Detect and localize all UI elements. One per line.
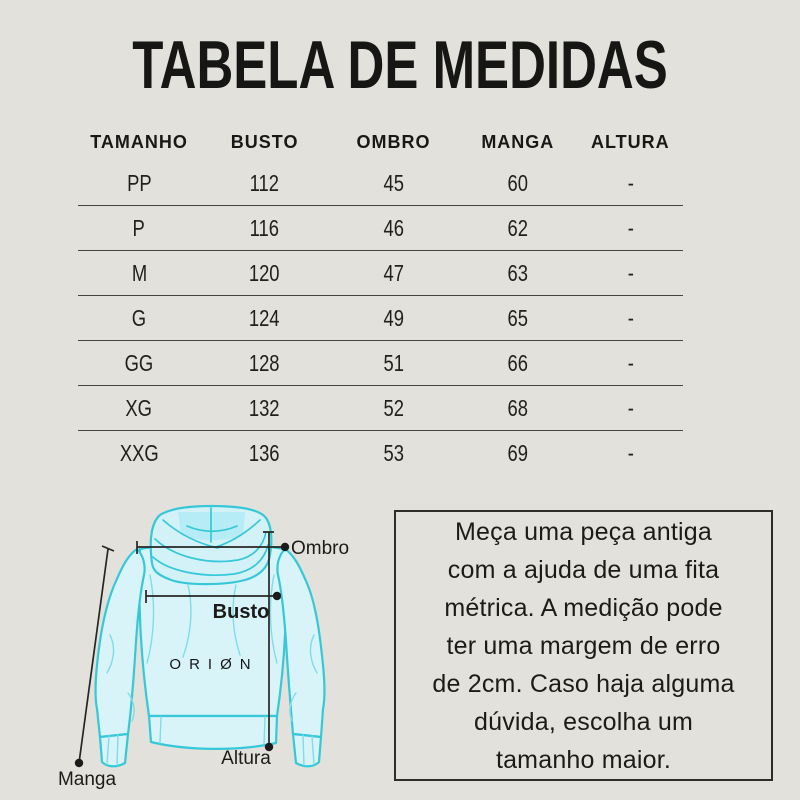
manga-cell: 66 (507, 349, 529, 376)
ombro-cell: 52 (383, 394, 404, 421)
table-row-p (78, 206, 683, 251)
altura-cell: - (627, 394, 634, 421)
left-cuff (100, 734, 128, 766)
manga-cell: 69 (507, 439, 529, 466)
ombro-cell: 53 (383, 439, 404, 466)
altura-cell: - (627, 439, 634, 466)
altura-cell: - (627, 304, 634, 331)
size-cell: P (132, 214, 146, 241)
altura-cell: - (627, 349, 634, 376)
size-table (78, 123, 683, 475)
table-row-m (78, 251, 683, 296)
manga-cell: 60 (507, 169, 529, 196)
note-line: dúvida, escolha um (473, 707, 693, 736)
manga-dot (75, 759, 83, 767)
table-row-pp (78, 161, 683, 206)
table-row-xg (78, 386, 683, 431)
ombro-cell: 45 (383, 169, 404, 196)
busto-label: Busto (212, 601, 270, 623)
busto-cell: 120 (249, 259, 280, 286)
busto-cell: 136 (249, 439, 280, 466)
manga-cell: 65 (507, 304, 529, 331)
table-row-g (78, 296, 683, 341)
size-cell: XXG (119, 439, 159, 466)
busto-cell: 124 (249, 304, 280, 331)
altura-label: Altura (221, 748, 271, 769)
left-sleeve (96, 549, 145, 737)
note-line: tamanho maior. (495, 745, 672, 774)
altura-cell: - (627, 214, 634, 241)
ombro-cell: 47 (383, 259, 404, 286)
busto-dot (273, 592, 281, 600)
brand-orion-logo: ORIØN (169, 656, 259, 673)
busto-cell: 132 (249, 394, 280, 421)
manga-cell: 68 (507, 394, 529, 421)
busto-cell: 116 (249, 214, 280, 241)
note-line: de 2cm. Caso haja alguma (432, 669, 735, 698)
column-header-ombro: OMBRO (356, 131, 431, 152)
note-line: Meça uma peça antiga (455, 517, 712, 546)
table-row-xxg (78, 431, 683, 475)
altura-cell: - (627, 169, 634, 196)
ombro-label: Ombro (291, 538, 350, 559)
note-line: métrica. A medição pode (444, 593, 723, 622)
note-line: ter uma margem de erro (446, 631, 721, 660)
altura-cell: - (627, 259, 634, 286)
column-header-altura: ALTURA (591, 131, 670, 152)
size-cell: G (131, 304, 147, 331)
column-header-tamanho: TAMANHO (90, 131, 188, 152)
ombro-cell: 46 (383, 214, 404, 241)
ombro-cell: 49 (383, 304, 404, 331)
table-row-gg (78, 341, 683, 386)
table-header-row (78, 123, 683, 161)
manga-cell: 63 (507, 259, 529, 286)
ombro-dot (281, 543, 289, 551)
size-cell: M (131, 259, 147, 286)
busto-cell: 112 (249, 169, 280, 196)
busto-cell: 128 (249, 349, 280, 376)
hoodie-measurement-diagram (40, 485, 370, 800)
measurement-note (394, 510, 773, 781)
ombro-cell: 51 (383, 349, 404, 376)
column-header-manga: MANGA (481, 131, 555, 152)
size-cell: XG (125, 394, 153, 421)
note-line: com a ajuda de uma fita (447, 555, 720, 584)
page-title: TABELA DE MEDIDAS (132, 27, 668, 103)
column-header-busto: BUSTO (230, 131, 299, 152)
size-cell: GG (124, 349, 154, 376)
hoodie-hem-band (149, 716, 277, 749)
right-cuff (293, 734, 321, 766)
manga-cell: 62 (507, 214, 529, 241)
size-cell: PP (126, 169, 152, 196)
manga-label: Manga (57, 769, 117, 790)
